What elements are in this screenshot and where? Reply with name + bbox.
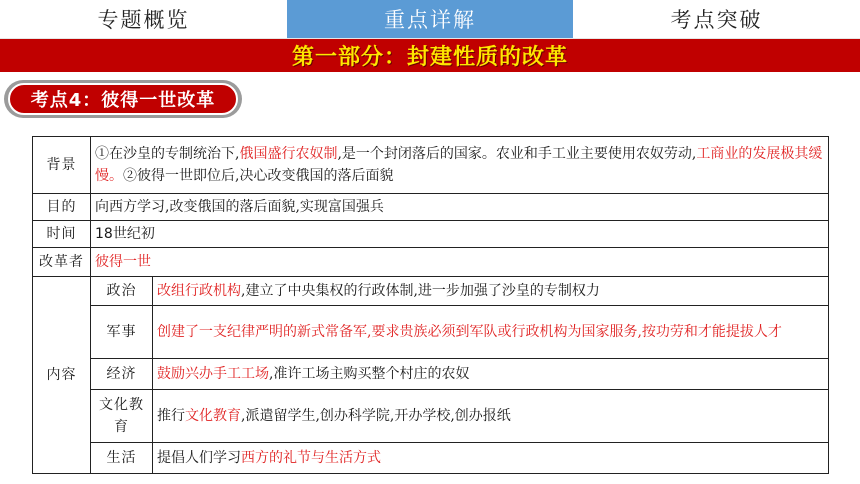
text-segment: ②彼得一世即位后,决心改变俄国的落后面貌	[123, 168, 394, 184]
section-title: 第一部分：封建性质的改革	[291, 45, 568, 70]
row-header: 背景	[33, 137, 91, 194]
sub-header: 军事	[91, 306, 153, 359]
edge	[856, 72, 860, 484]
text-segment: 推行	[157, 408, 185, 424]
sub-header: 文化教育	[91, 390, 153, 443]
reformer-cell: 彼得一世	[91, 248, 829, 277]
row-header: 改革者	[33, 248, 91, 277]
table-row	[33, 248, 829, 277]
topic-label-inner	[8, 83, 238, 115]
time-cell: 18世纪初	[91, 221, 829, 248]
tab-label: 专题概览	[97, 8, 190, 32]
text-segment: ,准许工场主购买整个村庄的农奴	[269, 366, 470, 382]
tab-breakthrough[interactable]	[573, 0, 860, 38]
text-segment: ,派遣留学生,创办科学院,开办学校,创办报纸	[241, 408, 511, 424]
tab-label: 重点详解	[384, 8, 476, 32]
row-header: 内容	[33, 277, 91, 474]
sub-header: 政治	[91, 277, 153, 306]
table-row	[33, 277, 829, 306]
highlight-text: 改组行政机构	[157, 283, 241, 299]
table-row	[33, 221, 829, 248]
highlight-text: 文化教育	[185, 408, 241, 424]
sub-header: 生活	[91, 443, 153, 474]
table-row	[33, 390, 829, 443]
highlight-text: 鼓励兴办手工工场	[157, 366, 269, 382]
politics-cell	[153, 277, 829, 306]
tab-label: 考点突破	[670, 8, 763, 32]
table-row	[33, 137, 829, 194]
row-header: 时间	[33, 221, 91, 248]
culture-cell	[153, 390, 829, 443]
text-segment: ,是一个封闭落后的国家。农业和手工业主要使用农奴劳动,	[337, 146, 697, 162]
row-header: 目的	[33, 194, 91, 221]
tab-overview[interactable]	[0, 0, 287, 38]
table-row	[33, 359, 829, 390]
economy-cell	[153, 359, 829, 390]
topic-label-text: 考点4：彼得一世改革	[30, 90, 216, 111]
table-row	[33, 306, 829, 359]
highlight-text: 西方的礼节与生活方式	[241, 450, 381, 466]
sub-header: 经济	[91, 359, 153, 390]
background-cell	[91, 137, 829, 194]
highlight-text: 俄国盛行农奴制	[239, 146, 338, 162]
topic-label	[4, 80, 242, 118]
table-row	[33, 194, 829, 221]
section-banner	[0, 39, 860, 72]
reform-table	[32, 136, 829, 474]
highlight-text: 工商业的发展极其缓慢。	[95, 146, 823, 184]
military-cell: 创建了一支纪律严明的新式常备军,要求贵族必须到军队或行政机构为国家服务,按功劳和才能提拔人才	[153, 306, 829, 359]
tab-key-points[interactable]	[287, 0, 573, 38]
tab-bar	[0, 0, 860, 38]
text-segment: ①在沙皇的专制统治下,	[95, 146, 240, 162]
text-segment: 提倡人们学习	[157, 450, 241, 466]
table-row	[33, 443, 829, 474]
life-cell	[153, 443, 829, 474]
purpose-cell: 向西方学习,改变俄国的落后面貌,实现富国强兵	[91, 194, 829, 221]
text-segment: ,建立了中央集权的行政体制,进一步加强了沙皇的专制权力	[241, 283, 600, 299]
